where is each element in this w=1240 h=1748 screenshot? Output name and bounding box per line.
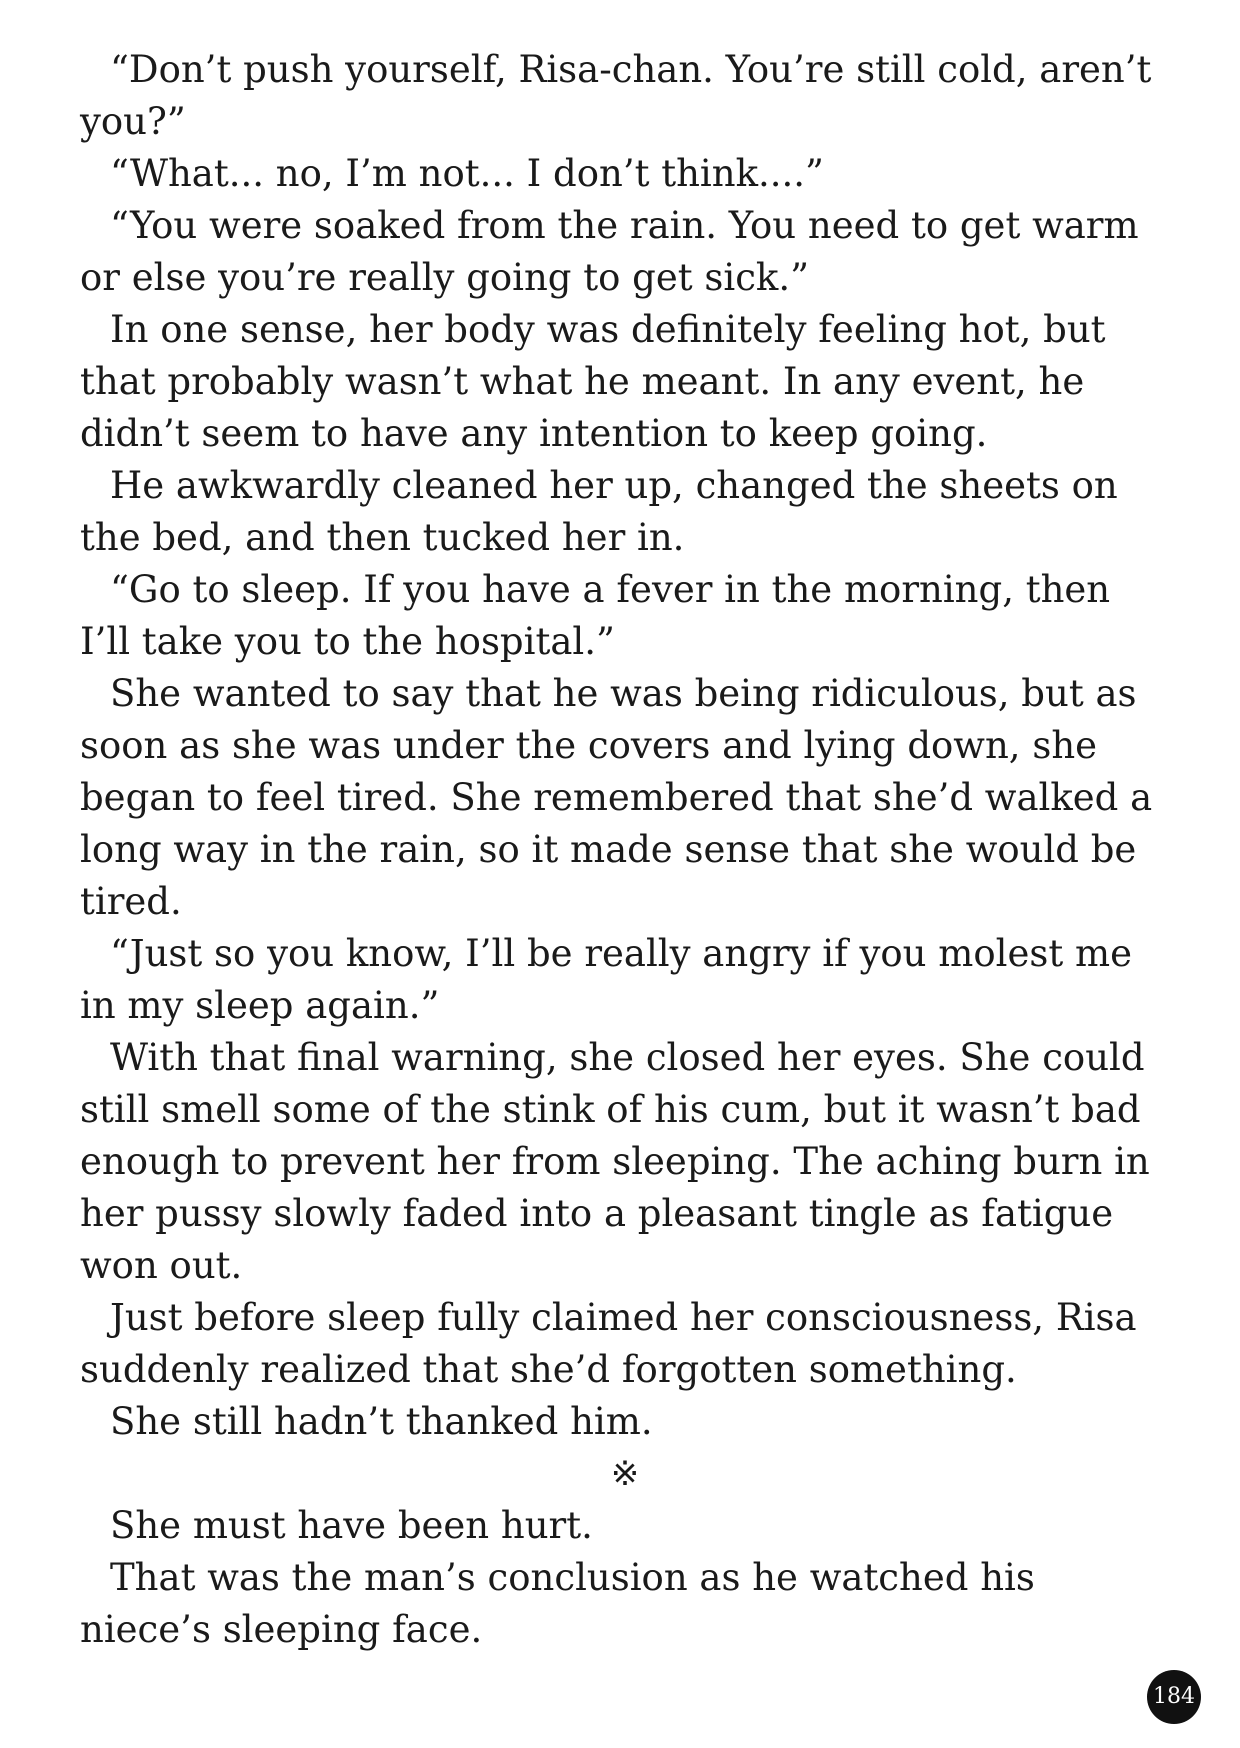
paragraph: “Don’t push yourself, Risa-chan. You’re still cold, aren’t you?”: [80, 48, 1152, 143]
paragraph: “Just so you know, I’ll be really angry if you molest me in my sleep again.”: [80, 932, 1132, 1027]
paragraph: “What... no, I’m not... I don’t think....”: [110, 152, 824, 195]
paragraph: He awkwardly cleaned her up, changed the sheets on the bed, and then tucked her in.: [80, 464, 1118, 559]
paragraph: In one sense, her body was definitely feeling hot, but that probably wasn’t what he meant. In any event, he didn’t seem to have any intention to keep going.: [80, 308, 1106, 455]
paragraph: “Go to sleep. If you have a fever in the morning, then I’ll take you to the hospital.”: [80, 568, 1111, 663]
page-body: [80, 44, 1170, 1656]
paragraph: Just before sleep fully claimed her consciousness, Risa suddenly realized that she’d forgotten something.: [80, 1296, 1137, 1391]
scene-break-mark: ※: [610, 1454, 640, 1494]
paragraph: “You were soaked from the rain. You need to get warm or else you’re really going to get sick.”: [80, 204, 1139, 299]
page-number-badge: 184: [1147, 1670, 1201, 1724]
paragraph: She must have been hurt.: [110, 1504, 593, 1547]
paragraph: With that final warning, she closed her eyes. She could still smell some of the stink of his cum, but it wasn’t bad enough to prevent her from sleeping. The aching burn in her pussy slowly faded into a pleasant tingle as fatigue won out.: [80, 1036, 1150, 1287]
paragraph: She still hadn’t thanked him.: [110, 1400, 653, 1443]
paragraph: That was the man’s conclusion as he watched his niece’s sleeping face.: [80, 1556, 1035, 1651]
paragraph: She wanted to say that he was being ridiculous, but as soon as she was under the covers and lying down, she began to feel tired. She remembered that she’d walked a long way in the rain, so it made sense that she would be tired.: [80, 672, 1153, 923]
